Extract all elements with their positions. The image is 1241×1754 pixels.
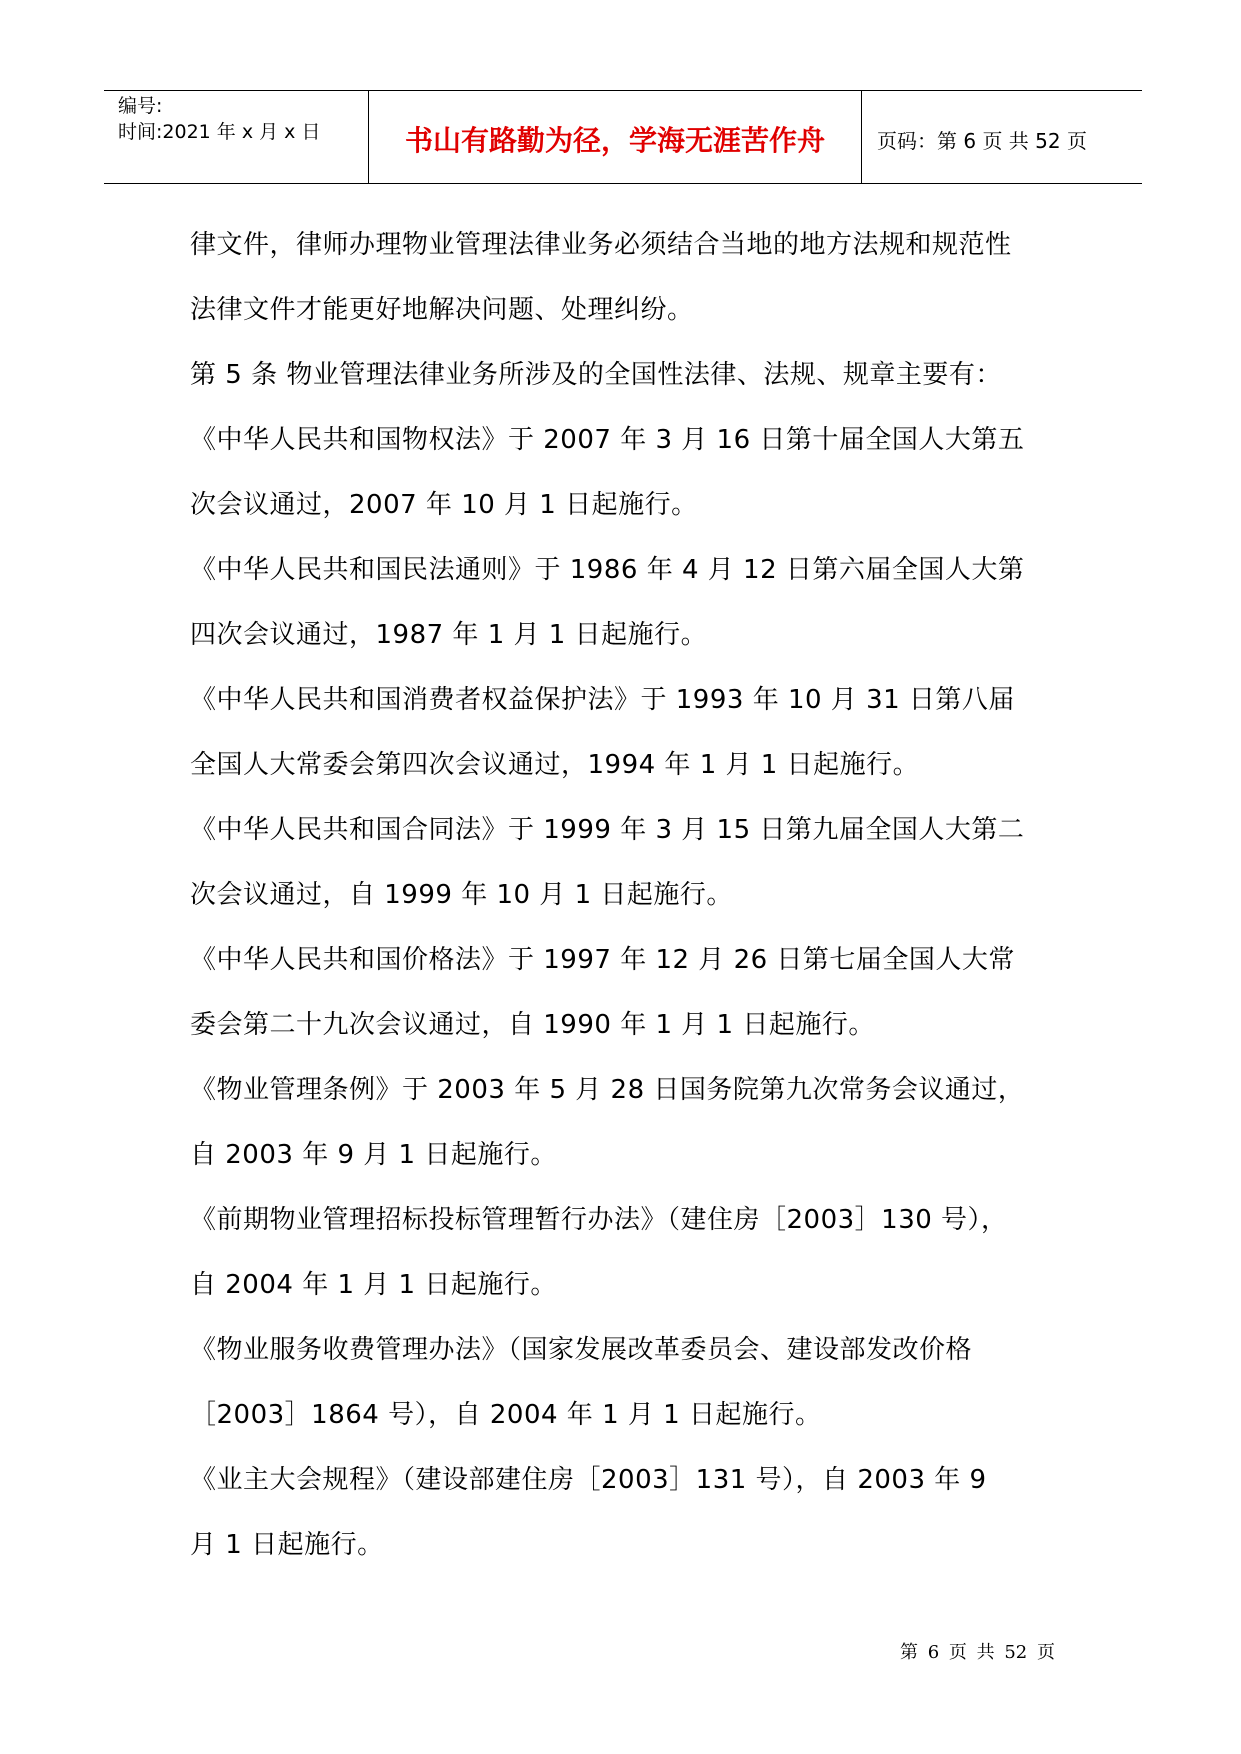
- body-line: 律文件，律师办理物业管理法律业务必须结合当地的地方法规和规范性: [190, 230, 1012, 260]
- body-line: 委会第二十九次会议通过，自 1990 年 1 月 1 日起施行。: [190, 1010, 875, 1040]
- body-line: 全国人大常委会第四次会议通过，1994 年 1 月 1 日起施行。: [190, 750, 920, 780]
- body-line: 月 1 日起施行。: [190, 1530, 384, 1560]
- document-time-label: 时间:2021 年 x 月 x 日: [118, 121, 321, 143]
- body-line: 《物业管理条例》于 2003 年 5 月 28 日国务院第九次常务会议通过，: [190, 1075, 1025, 1105]
- header-motto: 书山有路勤为径，学海无涯苦作舟: [404, 124, 825, 157]
- header-right-cell: [861, 91, 1142, 183]
- body-line: 《中华人民共和国价格法》于 1997 年 12 月 26 日第七届全国人大常: [190, 945, 1015, 975]
- header-left-cell: [104, 91, 368, 183]
- header-page-info: 页码：第 6 页 共 52 页: [877, 129, 1087, 153]
- header-motto-cell: [368, 91, 862, 183]
- body-line: 《中华人民共和国民法通则》于 1986 年 4 月 12 日第六届全国人大第: [190, 555, 1025, 585]
- document-number-label: 编号:: [118, 95, 163, 117]
- document-body: [190, 218, 1090, 1583]
- page-footer-number: 第 6 页 共 52 页: [900, 1642, 1055, 1663]
- body-line: ［2003］1864 号），自 2004 年 1 月 1 日起施行。: [190, 1400, 822, 1430]
- body-line: 法律文件才能更好地解决问题、处理纠纷。: [190, 295, 694, 325]
- body-line: 《前期物业管理招标投标管理暂行办法》（建住房［2003］130 号），: [190, 1205, 1008, 1235]
- body-line: 《物业服务收费管理办法》（国家发展改革委员会、建设部发改价格: [190, 1335, 973, 1365]
- body-line: 《中华人民共和国消费者权益保护法》于 1993 年 10 月 31 日第八届: [190, 685, 1015, 715]
- body-line: 《中华人民共和国合同法》于 1999 年 3 月 15 日第九届全国人大第二: [190, 815, 1025, 845]
- body-line: 《业主大会规程》（建设部建住房［2003］131 号），自 2003 年 9: [190, 1465, 987, 1495]
- body-line: 第 5 条 物业管理法律业务所涉及的全国性法律、法规、规章主要有：: [190, 360, 1002, 390]
- body-line: 自 2004 年 1 月 1 日起施行。: [190, 1270, 557, 1300]
- body-line: 自 2003 年 9 月 1 日起施行。: [190, 1140, 557, 1170]
- body-line: 四次会议通过，1987 年 1 月 1 日起施行。: [190, 620, 708, 650]
- body-line: 次会议通过，2007 年 10 月 1 日起施行。: [190, 490, 698, 520]
- page-header: [104, 90, 1142, 184]
- body-line: 次会议通过，自 1999 年 10 月 1 日起施行。: [190, 880, 733, 910]
- body-line: 《中华人民共和国物权法》于 2007 年 3 月 16 日第十届全国人大第五: [190, 425, 1025, 455]
